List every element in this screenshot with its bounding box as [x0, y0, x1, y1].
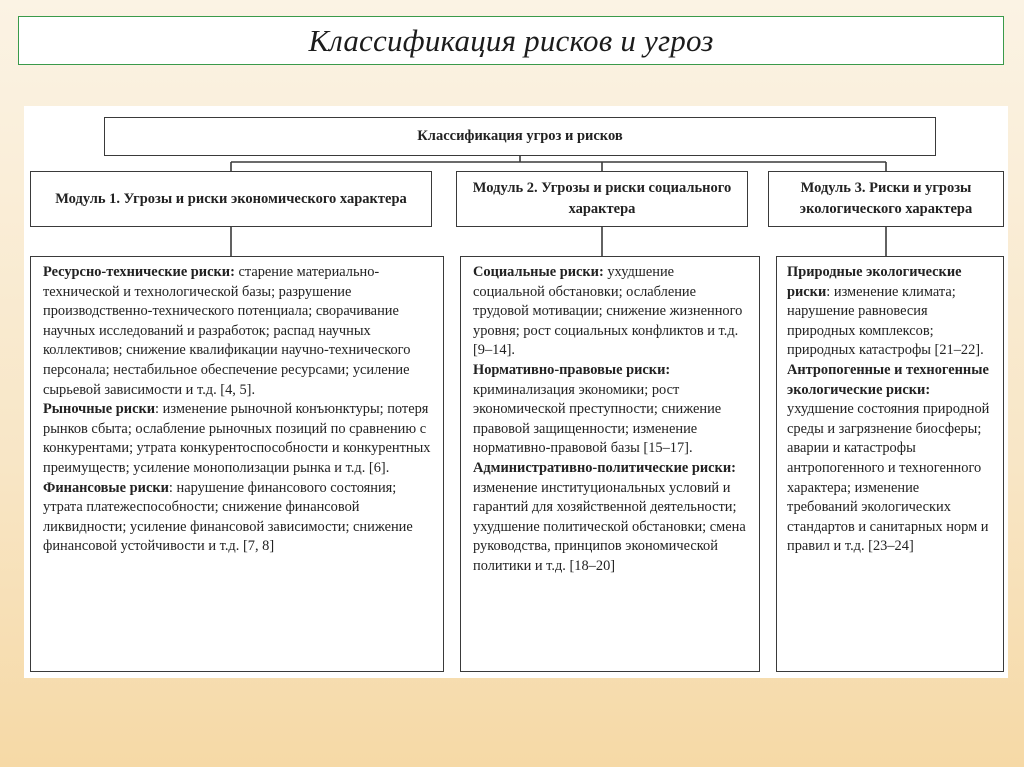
module-2-details [460, 256, 760, 672]
block-heading: Ресурсно-технические риски: [43, 264, 235, 280]
block-heading: Рыночные риски [43, 401, 156, 418]
block-text: : изменение рыночной конъюнктуры; потеря рынков сбыта; ослабление рыночных позиций по сравнению с конкурентами; утрата конкурентоспособности и конкурентных преимуществ; усиление монополизации рынка и т.д. [6]. [43, 401, 431, 476]
block-heading: Административно-политические риски: [473, 459, 736, 476]
block-heading: Финансовые риски [43, 479, 169, 496]
root-node: Классификация угроз и рисков [104, 117, 936, 156]
block-heading: Антропогенные и техногенные экологические риски: [787, 361, 989, 398]
administrative-political-risks [473, 459, 749, 577]
block-heading: Социальные риски: [473, 264, 604, 280]
module-1-box: Модуль 1. Угрозы и риски экономического характера [30, 171, 432, 227]
block-text: ухудшение состояния природной среды и загрязнение биосферы; аварии и катастрофы антропогенного и техногенного характера; изменение требований экологических стандартов и санитарных норм и правил и т.д. [23–24] [787, 401, 990, 555]
block-text: изменение институциональных условий и гарантий для хозяйственной деятельности; ухудшение политической обстановки; смена руководства, принципов экономической политики и т.д. [18–20] [473, 479, 746, 574]
block-text: : изменение климата; нарушение равновесия природных комплексов; природных катастрофы [21–22]. [787, 283, 984, 359]
legal-risks [473, 361, 749, 459]
block-heading: Природные экологические риски [787, 264, 962, 300]
anthropogenic-technogenic-risks [787, 361, 993, 557]
market-risks [43, 400, 433, 478]
resource-technical-risks [43, 263, 433, 400]
block-heading: Нормативно-правовые риски: [473, 361, 671, 378]
module-3-box: Модуль 3. Риски и угрозы экологического характера [768, 171, 1004, 227]
block-text: криминализация экономики; рост экономической преступности; снижение правовой защищенности; изменение нормативно-правовой базы [15–17]. [473, 381, 722, 457]
slide-title-box [18, 16, 1004, 65]
natural-ecological-risks [787, 263, 993, 361]
social-risks [473, 263, 749, 361]
classification-diagram [24, 106, 1008, 678]
block-text: : нарушение финансового состояния; утрата платежеспособности; снижение финансовой ликвидности; усиление финансовой зависимости; снижение финансовой устойчивости и т.д. [7, 8] [43, 479, 413, 555]
module-1-details [30, 256, 444, 672]
module-3-details [776, 256, 1004, 672]
slide-title: Классификация рисков и угроз [308, 22, 714, 58]
block-text: ухудшение социальной обстановки; ослабление трудовой мотивации; снижение жизненного уровня; рост социальных конфликтов и т.д. [9–14]. [473, 264, 743, 359]
block-text: старение материально-технической и технологической базы; разрушение производственно-технического потенциала; сворачивание научных исследований и разработок; распад научных коллективов; снижение квалификации научно-технического персонала; нестабильное обеспечение ресурсами; усиление сырьевой зависимости и т.д. [4, 5]. [43, 264, 411, 398]
module-2-box: Модуль 2. Угрозы и риски социального характера [456, 171, 748, 227]
financial-risks [43, 479, 433, 557]
